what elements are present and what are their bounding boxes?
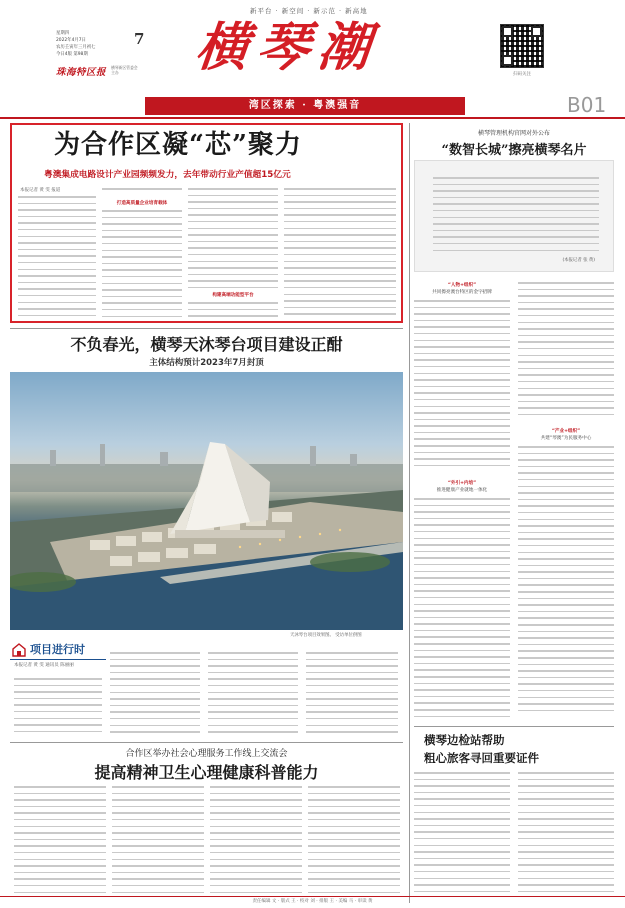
mid-text [14, 672, 400, 738]
lead-subhead-2: 构建高端功能型平台 [212, 293, 254, 298]
paper-logo-sub: 横琴新区管委会主办 [111, 65, 138, 75]
mid-rule [10, 328, 403, 329]
project-box-rule [10, 659, 106, 660]
top-link: 新空间 [281, 7, 305, 15]
masthead-rule [0, 117, 625, 119]
right-sub-1: “人物+组织” [447, 283, 477, 288]
issue-day: 7 [134, 30, 145, 48]
photo-caption: 天沐琴台项目效果图。 受访单位供图 [290, 633, 362, 638]
top-link: 新平台 [250, 7, 273, 15]
issue-info [56, 30, 136, 58]
lead-col3 [188, 188, 278, 319]
issue-label: 星期四 [56, 31, 70, 36]
footer-rule [0, 896, 625, 897]
side-source: (本报记者 张 黄) [562, 258, 595, 263]
project-rendering-image [10, 372, 403, 630]
issue-pages: 今日4版 第98期 [56, 52, 88, 57]
lead-byline: 本报记者 黄 雯 报道 [20, 188, 61, 193]
rendering-scene [10, 372, 403, 630]
bottom-text [14, 786, 400, 894]
column-divider [409, 123, 410, 903]
br-headline-2: 粗心旅客寻回重要证件 [424, 751, 539, 765]
right-sub-1b: 共同擦亮澳台特区的金字招牌 [432, 290, 492, 295]
right-col-a [414, 282, 510, 722]
right-sub-2b: 共建“琴澳”为民服务中心 [540, 436, 592, 441]
br-headline: 横琴边检站帮助 [424, 733, 505, 747]
qr-caption: 扫码关注 [513, 72, 531, 77]
side-kicker: 横琴管理机构官网对外公布 [477, 130, 550, 137]
section-rule [414, 726, 614, 727]
lead-col4 [284, 188, 396, 319]
top-link: 新示范 [313, 7, 336, 15]
paper-logo-text: 珠海特区报 [56, 67, 107, 78]
bottom-rule [10, 742, 403, 743]
top-link: 新高地 [345, 7, 368, 15]
paper-logo [56, 60, 141, 79]
mid-headline: 不负春光，横琴天沐琴台项目建设正酣 [70, 335, 343, 354]
lead-subhead-1: 打造高质量企业培育载体 [116, 201, 168, 206]
top-links: 新平台 · 新空间 · 新示范 · 新高地 [250, 7, 368, 15]
right-col-b [518, 282, 614, 722]
page-number: B01 [567, 93, 607, 117]
issue-date: 2022年4月7日 [56, 38, 86, 43]
right-sub-3: “外引+内培” [447, 481, 477, 486]
mid-deck: 主体结构预计2023年7月封顶 [149, 358, 264, 368]
right-sub-3b: 推进健康产业就地一体化 [436, 488, 488, 493]
footer-credits: 责任编辑 文 · 版式 王 · 校对 刘 · 排版 王 · 美编 马 · 审读 黄 [252, 899, 373, 904]
bottom-headline: 提高精神卫生心理健康科普能力 [94, 763, 319, 782]
bottom-kicker: 合作区举办社会心理服务工作线上交流会 [125, 749, 288, 759]
qr-code [500, 24, 544, 68]
right-sub-2: “产业+组织” [551, 429, 581, 434]
project-byline: 本报记者 黄 雯 通讯员 陈丽丽 [14, 663, 74, 668]
side-story-box [414, 160, 614, 272]
issue-lunar: 农历壬寅年三月初七 [56, 45, 96, 50]
lead-deck: 粤澳集成电路设计产业园频频发力，去年带动行业产值超15亿元 [44, 170, 291, 180]
lead-col1 [18, 196, 96, 319]
project-box [10, 636, 110, 676]
project-icon [12, 642, 26, 656]
banner-text: 湾区探索 · 粤澳强音 [248, 100, 362, 111]
masthead-title: 横琴潮 [192, 17, 383, 78]
lead-headline: 为合作区凝“芯”聚力 [54, 130, 302, 160]
br-text [414, 772, 614, 894]
side-headline: “数智长城”擦亮横琴名片 [441, 143, 587, 158]
project-box-title: 项目进行时 [30, 643, 85, 656]
lead-col2 [102, 188, 182, 319]
